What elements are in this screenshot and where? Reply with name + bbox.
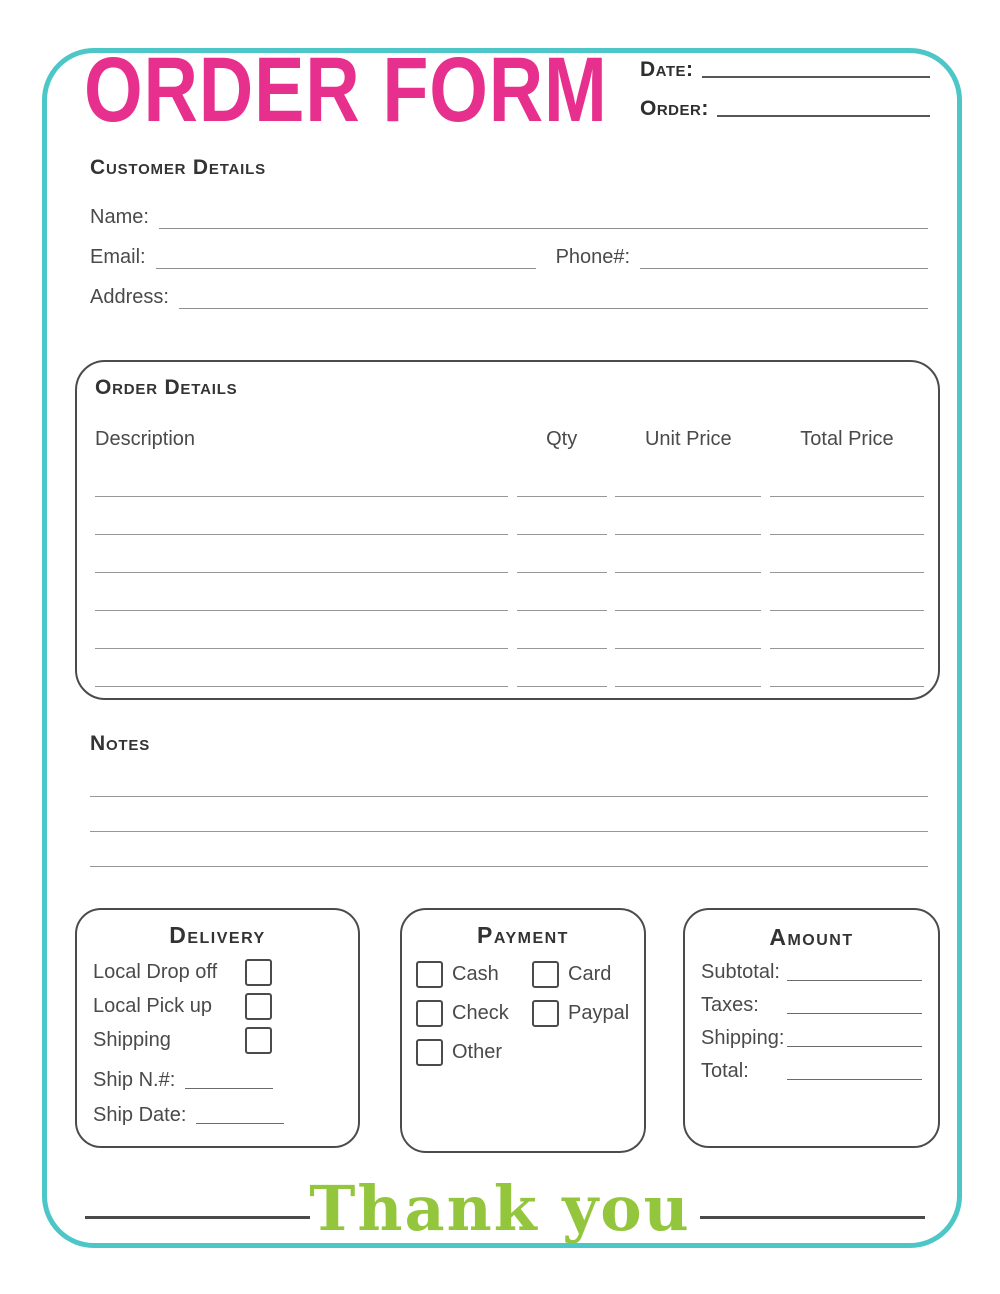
local-pick-up-checkbox[interactable]	[245, 993, 272, 1020]
email-phone-row	[90, 229, 928, 269]
name-label: Name:	[90, 206, 149, 228]
payment-option-row	[416, 994, 532, 1033]
shipping-checkbox[interactable]	[245, 1027, 272, 1054]
description-fill-line[interactable]	[95, 535, 508, 573]
notes-heading: Notes	[90, 732, 151, 755]
payment-option-row	[416, 1033, 532, 1072]
header-fields	[640, 58, 930, 136]
qty-fill-line[interactable]	[517, 497, 607, 535]
notes-section	[90, 732, 928, 867]
date-label: Date:	[640, 58, 694, 81]
ship-number-label: Ship N.#:	[93, 1069, 176, 1091]
notes-lines	[90, 756, 928, 867]
check-label: Check	[452, 1002, 509, 1024]
address-row	[90, 269, 928, 309]
customer-details-heading: Customer Details	[90, 156, 266, 179]
order-rows	[95, 459, 924, 687]
address-fill-line[interactable]	[179, 308, 928, 309]
qty-fill-line[interactable]	[517, 573, 607, 611]
unit-price-fill-line[interactable]	[615, 497, 761, 535]
paypal-label: Paypal	[568, 1002, 630, 1024]
total-price-fill-line[interactable]	[770, 497, 924, 535]
total-row	[701, 1050, 922, 1083]
notes-fill-line[interactable]	[90, 832, 928, 867]
form-title: ORDER FORM	[84, 39, 608, 141]
total-price-fill-line[interactable]	[770, 649, 924, 687]
name-row	[90, 180, 928, 229]
card-label: Card	[568, 963, 612, 985]
qty-fill-line[interactable]	[517, 611, 607, 649]
taxes-fill-line[interactable]	[787, 1013, 922, 1014]
column-qty: Qty	[546, 428, 578, 450]
unit-price-fill-line[interactable]	[615, 535, 761, 573]
phone-label: Phone#:	[555, 246, 631, 268]
ship-date-fill-line[interactable]	[196, 1123, 284, 1124]
total-fill-line[interactable]	[787, 1079, 922, 1080]
notes-fill-line[interactable]	[90, 797, 928, 832]
card-checkbox[interactable]	[532, 961, 559, 988]
shipping-amount-label: Shipping:	[701, 1027, 785, 1049]
unit-price-fill-line[interactable]	[615, 649, 761, 687]
shipping-fill-line[interactable]	[787, 1046, 922, 1047]
qty-fill-line[interactable]	[517, 649, 607, 687]
check-checkbox[interactable]	[416, 1000, 443, 1027]
column-total-price: Total Price	[800, 428, 894, 450]
unit-price-fill-line[interactable]	[615, 573, 761, 611]
cash-label: Cash	[452, 963, 499, 985]
shipping-amount-row	[701, 1017, 922, 1050]
date-fill-line[interactable]	[702, 76, 930, 78]
total-price-fill-line[interactable]	[770, 611, 924, 649]
order-fill-line[interactable]	[717, 115, 930, 117]
order-label: Order:	[640, 97, 709, 120]
notes-fill-line[interactable]	[90, 756, 928, 797]
subtotal-fill-line[interactable]	[787, 980, 922, 981]
order-row	[95, 497, 924, 535]
unit-price-fill-line[interactable]	[615, 611, 761, 649]
local-drop-off-label: Local Drop off	[93, 960, 218, 983]
footer-right-divider	[700, 1216, 925, 1219]
local-pick-up-label: Local Pick up	[93, 994, 212, 1017]
other-label: Other	[452, 1041, 503, 1063]
qty-fill-line[interactable]	[517, 535, 607, 573]
description-fill-line[interactable]	[95, 649, 508, 687]
order-row	[95, 611, 924, 649]
order-number-row	[640, 97, 930, 121]
payment-column-2	[532, 955, 630, 1072]
thank-you-text: Thank you	[309, 1172, 691, 1245]
payment-column-1	[416, 955, 532, 1072]
subtotal-label: Subtotal:	[701, 961, 780, 983]
delivery-option-row	[93, 989, 342, 1023]
address-label: Address:	[90, 286, 169, 308]
amount-section	[683, 908, 940, 1148]
order-row	[95, 459, 924, 497]
description-fill-line[interactable]	[95, 611, 508, 649]
cash-checkbox[interactable]	[416, 961, 443, 988]
ship-number-row	[93, 1057, 342, 1092]
description-fill-line[interactable]	[95, 497, 508, 535]
order-row	[95, 573, 924, 611]
taxes-label: Taxes:	[701, 994, 759, 1016]
column-description: Description	[95, 428, 196, 450]
taxes-row	[701, 984, 922, 1017]
delivery-options	[93, 955, 342, 1057]
order-table-header	[95, 428, 924, 451]
unit-price-fill-line[interactable]	[615, 459, 761, 497]
qty-fill-line[interactable]	[517, 459, 607, 497]
order-details-section	[75, 360, 940, 700]
ship-date-row	[93, 1092, 342, 1127]
order-row	[95, 535, 924, 573]
amount-heading: Amount	[769, 924, 854, 950]
total-label: Total:	[701, 1060, 749, 1082]
date-row	[640, 58, 930, 82]
paypal-checkbox[interactable]	[532, 1000, 559, 1027]
customer-details-section	[90, 156, 928, 309]
delivery-section	[75, 908, 360, 1148]
amount-rows	[701, 951, 922, 1083]
email-label: Email:	[90, 246, 146, 268]
subtotal-row	[701, 951, 922, 984]
name-fill-line[interactable]	[159, 228, 928, 229]
delivery-option-row	[93, 955, 342, 989]
ship-date-label: Ship Date:	[93, 1104, 187, 1126]
column-unit-price: Unit Price	[644, 428, 732, 450]
delivery-option-row	[93, 1023, 342, 1057]
shipping-label: Shipping	[93, 1028, 171, 1051]
ship-number-fill-line[interactable]	[185, 1088, 273, 1089]
total-price-fill-line[interactable]	[770, 459, 924, 497]
payment-heading: Payment	[477, 922, 569, 948]
phone-fill-line[interactable]	[640, 268, 928, 269]
payment-option-row	[532, 955, 630, 994]
email-fill-line[interactable]	[156, 268, 536, 269]
description-fill-line[interactable]	[95, 459, 508, 497]
local-drop-off-checkbox[interactable]	[245, 959, 272, 986]
payment-section	[400, 908, 646, 1153]
other-checkbox[interactable]	[416, 1039, 443, 1066]
payment-options	[416, 955, 630, 1072]
payment-option-row	[532, 994, 630, 1033]
payment-option-row	[416, 955, 532, 994]
description-fill-line[interactable]	[95, 573, 508, 611]
total-price-fill-line[interactable]	[770, 573, 924, 611]
total-price-fill-line[interactable]	[770, 535, 924, 573]
delivery-heading: Delivery	[169, 922, 266, 948]
order-row	[95, 649, 924, 687]
order-details-heading: Order Details	[95, 376, 238, 399]
